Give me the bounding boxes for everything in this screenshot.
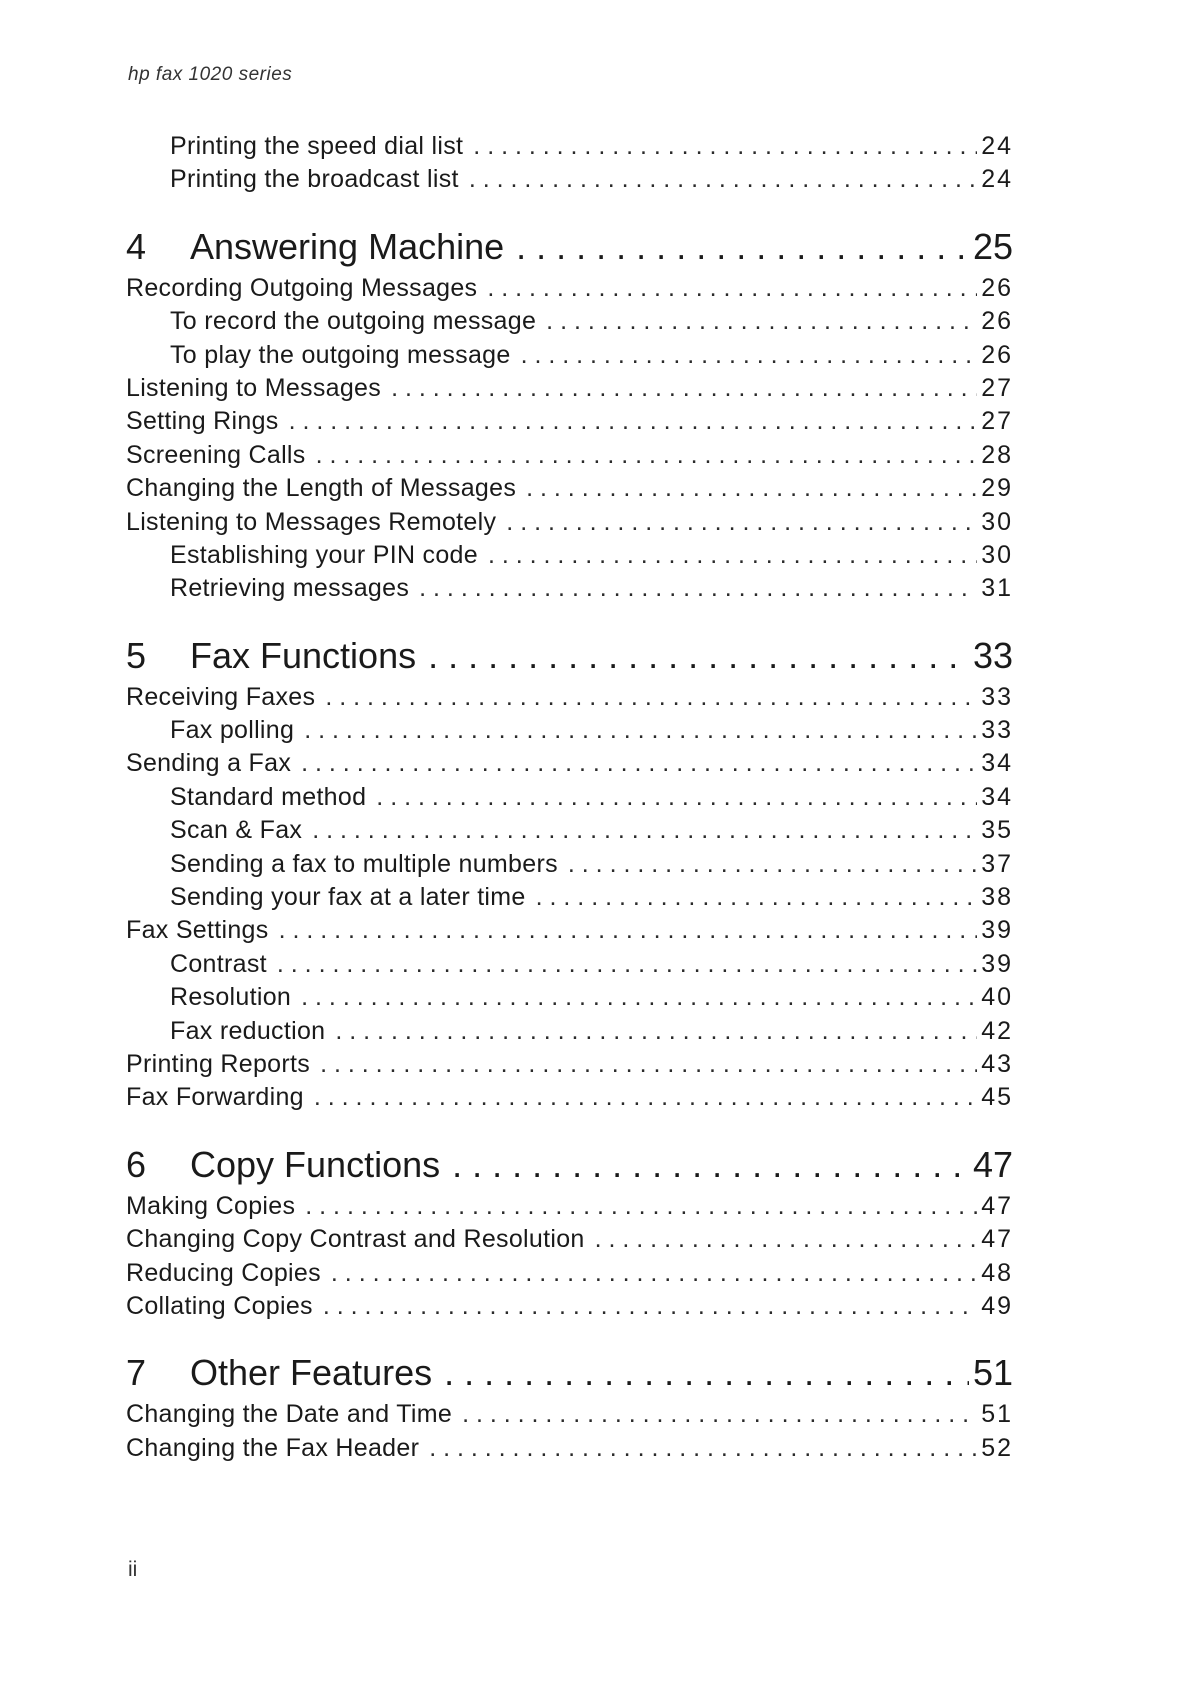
dot-leader bbox=[487, 272, 977, 305]
toc-entry-page: 37 bbox=[981, 849, 1013, 878]
toc-entry-page: 30 bbox=[981, 540, 1013, 569]
chapter-heading-5[interactable] bbox=[126, 631, 1013, 681]
toc-entry[interactable] bbox=[126, 1432, 1013, 1465]
toc-entry-title: Setting Rings bbox=[126, 407, 279, 436]
toc-entry[interactable] bbox=[126, 1048, 1013, 1081]
chapter-number: 4 bbox=[126, 225, 147, 267]
toc-entry[interactable] bbox=[126, 1290, 1013, 1323]
toc-entry[interactable] bbox=[126, 272, 1013, 305]
dot-leader bbox=[429, 1432, 977, 1465]
toc-entry-page: 33 bbox=[981, 682, 1013, 711]
toc-entry-page: 49 bbox=[981, 1291, 1013, 1320]
toc-entry-page: 51 bbox=[981, 1400, 1013, 1429]
toc-entry-title: Reducing Copies bbox=[126, 1258, 321, 1287]
toc-entry-title: Fax Settings bbox=[126, 916, 269, 945]
dot-leader bbox=[462, 1398, 977, 1431]
toc-entry[interactable] bbox=[126, 781, 1013, 814]
toc-entry-title: Sending a fax to multiple numbers bbox=[170, 849, 558, 878]
toc-entry-page: 47 bbox=[981, 1225, 1013, 1254]
toc-entry-page: 48 bbox=[981, 1258, 1013, 1287]
toc-entry-title: Screening Calls bbox=[126, 440, 306, 469]
toc-entry-page: 34 bbox=[981, 782, 1013, 811]
toc-entry[interactable] bbox=[126, 405, 1013, 438]
toc-entry-page: 45 bbox=[981, 1083, 1013, 1112]
toc-entry-page: 24 bbox=[981, 132, 1013, 160]
dot-leader bbox=[536, 881, 978, 914]
toc-entry-title: To play the outgoing message bbox=[170, 340, 511, 369]
chapter-title: Other Features bbox=[190, 1352, 433, 1394]
toc-entry-title: Establishing your PIN code bbox=[170, 540, 478, 569]
toc-entry[interactable] bbox=[126, 539, 1013, 572]
chapter-page: 25 bbox=[972, 225, 1013, 267]
toc-entry-title: Fax Forwarding bbox=[126, 1083, 304, 1112]
toc-entry-title: Printing the speed dial list bbox=[170, 132, 464, 160]
toc-entry-title: Changing the Length of Messages bbox=[126, 474, 517, 503]
toc-entry-page: 26 bbox=[981, 273, 1013, 302]
toc-entry[interactable] bbox=[126, 1015, 1013, 1048]
dot-leader bbox=[314, 1081, 977, 1114]
toc-entry-page: 28 bbox=[981, 440, 1013, 469]
toc-entry[interactable] bbox=[126, 439, 1013, 472]
toc-entry-page: 52 bbox=[981, 1433, 1013, 1462]
toc-entry-title: Recording Outgoing Messages bbox=[126, 273, 478, 302]
dot-leader bbox=[546, 305, 977, 338]
dot-leader bbox=[279, 914, 978, 947]
dot-leader bbox=[312, 814, 977, 847]
toc-entry-page: 43 bbox=[981, 1049, 1013, 1078]
dot-leader bbox=[376, 781, 977, 814]
toc-entry-page: 39 bbox=[981, 949, 1013, 978]
dot-leader bbox=[325, 681, 977, 714]
dot-leader bbox=[444, 1348, 969, 1398]
dot-leader bbox=[301, 981, 977, 1014]
toc-entry[interactable] bbox=[126, 572, 1013, 605]
toc-entry-page: 31 bbox=[981, 574, 1013, 603]
dot-leader bbox=[277, 948, 977, 981]
toc-entry[interactable] bbox=[126, 472, 1013, 505]
dot-leader bbox=[419, 572, 977, 605]
dot-leader bbox=[568, 848, 977, 881]
toc-entry[interactable] bbox=[126, 747, 1013, 780]
toc-entry[interactable] bbox=[126, 163, 1013, 196]
chapter-title: Copy Functions bbox=[190, 1143, 441, 1185]
toc-entry-title: Listening to Messages Remotely bbox=[126, 507, 497, 536]
dot-leader bbox=[526, 472, 977, 505]
toc-entry[interactable] bbox=[126, 814, 1013, 847]
dot-leader bbox=[595, 1223, 978, 1256]
toc-entry-title: Printing the broadcast list bbox=[170, 165, 459, 194]
chapter-number: 7 bbox=[126, 1352, 147, 1394]
toc-entry-title: Scan & Fax bbox=[170, 816, 303, 845]
dot-leader bbox=[506, 506, 977, 539]
dot-leader bbox=[331, 1257, 977, 1290]
toc-entry-page: 29 bbox=[981, 474, 1013, 503]
dot-leader bbox=[301, 747, 977, 780]
toc-entry-title: Standard method bbox=[170, 782, 367, 811]
toc-entry-title: Collating Copies bbox=[126, 1291, 313, 1320]
toc-entry[interactable] bbox=[126, 1398, 1013, 1431]
toc-entry-page: 40 bbox=[981, 983, 1013, 1012]
dot-leader bbox=[323, 1290, 977, 1323]
toc-entry[interactable] bbox=[126, 881, 1013, 914]
dot-leader bbox=[305, 1190, 977, 1223]
toc-entry-title: To record the outgoing message bbox=[170, 307, 537, 336]
chapter-page: 51 bbox=[972, 1352, 1013, 1394]
toc-entry-title: Listening to Messages bbox=[126, 373, 382, 402]
dot-leader bbox=[316, 439, 978, 472]
toc-entry-title: Retrieving messages bbox=[170, 574, 410, 603]
toc-entry-page: 42 bbox=[981, 1016, 1013, 1045]
chapter-page: 47 bbox=[972, 1143, 1013, 1185]
dot-leader bbox=[391, 372, 977, 405]
toc-entry-title: Changing the Fax Header bbox=[126, 1433, 420, 1462]
toc-entry-page: 24 bbox=[981, 165, 1013, 194]
toc-entry-title: Resolution bbox=[170, 983, 292, 1012]
toc-entry-page: 30 bbox=[981, 507, 1013, 536]
chapter-page: 33 bbox=[972, 634, 1013, 676]
toc-entry[interactable] bbox=[126, 948, 1013, 981]
toc-entry-title: Fax polling bbox=[170, 716, 295, 745]
toc-entry-title: Receiving Faxes bbox=[126, 682, 316, 711]
chapter-number: 5 bbox=[126, 634, 147, 676]
chapter-heading-4[interactable] bbox=[126, 222, 1013, 272]
toc-entry-page: 35 bbox=[981, 816, 1013, 845]
toc-entry-page: 34 bbox=[981, 749, 1013, 778]
toc-entry-title: Sending a Fax bbox=[126, 749, 292, 778]
toc-entry[interactable] bbox=[126, 1190, 1013, 1223]
chapter-number: 6 bbox=[126, 1143, 147, 1185]
toc-entry[interactable] bbox=[126, 914, 1013, 947]
dot-leader bbox=[335, 1015, 977, 1048]
toc-entry[interactable] bbox=[126, 1081, 1013, 1114]
toc-entry[interactable] bbox=[126, 305, 1013, 338]
toc-entry-page: 33 bbox=[981, 716, 1013, 745]
toc-entry[interactable] bbox=[126, 339, 1013, 372]
chapter-title: Answering Machine bbox=[190, 225, 505, 267]
toc-entry[interactable] bbox=[126, 714, 1013, 747]
chapter-heading-6[interactable] bbox=[126, 1140, 1013, 1190]
dot-leader bbox=[521, 339, 978, 372]
toc-entry[interactable] bbox=[126, 506, 1013, 539]
toc-entry-title: Contrast bbox=[170, 949, 267, 978]
toc-entry[interactable] bbox=[126, 130, 1013, 163]
toc-entry-title: Making Copies bbox=[126, 1191, 296, 1220]
dot-leader bbox=[304, 714, 977, 747]
dot-leader bbox=[469, 163, 977, 196]
toc-entry-page: 39 bbox=[981, 916, 1013, 945]
toc-entry-title: Changing Copy Contrast and Resolution bbox=[126, 1225, 585, 1254]
toc-entry[interactable] bbox=[126, 981, 1013, 1014]
dot-leader bbox=[452, 1140, 969, 1190]
page-number: ii bbox=[128, 1558, 138, 1581]
chapter-title: Fax Functions bbox=[190, 634, 417, 676]
toc-entry-page: 27 bbox=[981, 373, 1013, 402]
toc-entry-title: Fax reduction bbox=[170, 1016, 326, 1045]
running-header: hp fax 1020 series bbox=[128, 64, 293, 85]
toc-entry[interactable] bbox=[126, 1257, 1013, 1290]
toc-entry-page: 26 bbox=[981, 340, 1013, 369]
toc-entry[interactable] bbox=[126, 1223, 1013, 1256]
toc-entry[interactable] bbox=[126, 681, 1013, 714]
dot-leader bbox=[516, 222, 969, 272]
dot-leader bbox=[320, 1048, 977, 1081]
toc-entry-title: Sending your fax at a later time bbox=[170, 883, 526, 912]
toc-entry-page: 27 bbox=[981, 407, 1013, 436]
dot-leader bbox=[473, 130, 977, 163]
toc-entry[interactable] bbox=[126, 372, 1013, 405]
toc-entry-title: Changing the Date and Time bbox=[126, 1400, 453, 1429]
toc-entry[interactable] bbox=[126, 848, 1013, 881]
dot-leader bbox=[289, 405, 978, 438]
toc-entry-page: 26 bbox=[981, 307, 1013, 336]
toc-entry-page: 38 bbox=[981, 883, 1013, 912]
chapter-heading-7[interactable] bbox=[126, 1348, 1013, 1398]
dot-leader bbox=[428, 631, 969, 681]
dot-leader bbox=[488, 539, 977, 572]
table-of-contents bbox=[126, 130, 1013, 1465]
toc-entry-page: 47 bbox=[981, 1191, 1013, 1220]
toc-entry-title: Printing Reports bbox=[126, 1049, 311, 1078]
